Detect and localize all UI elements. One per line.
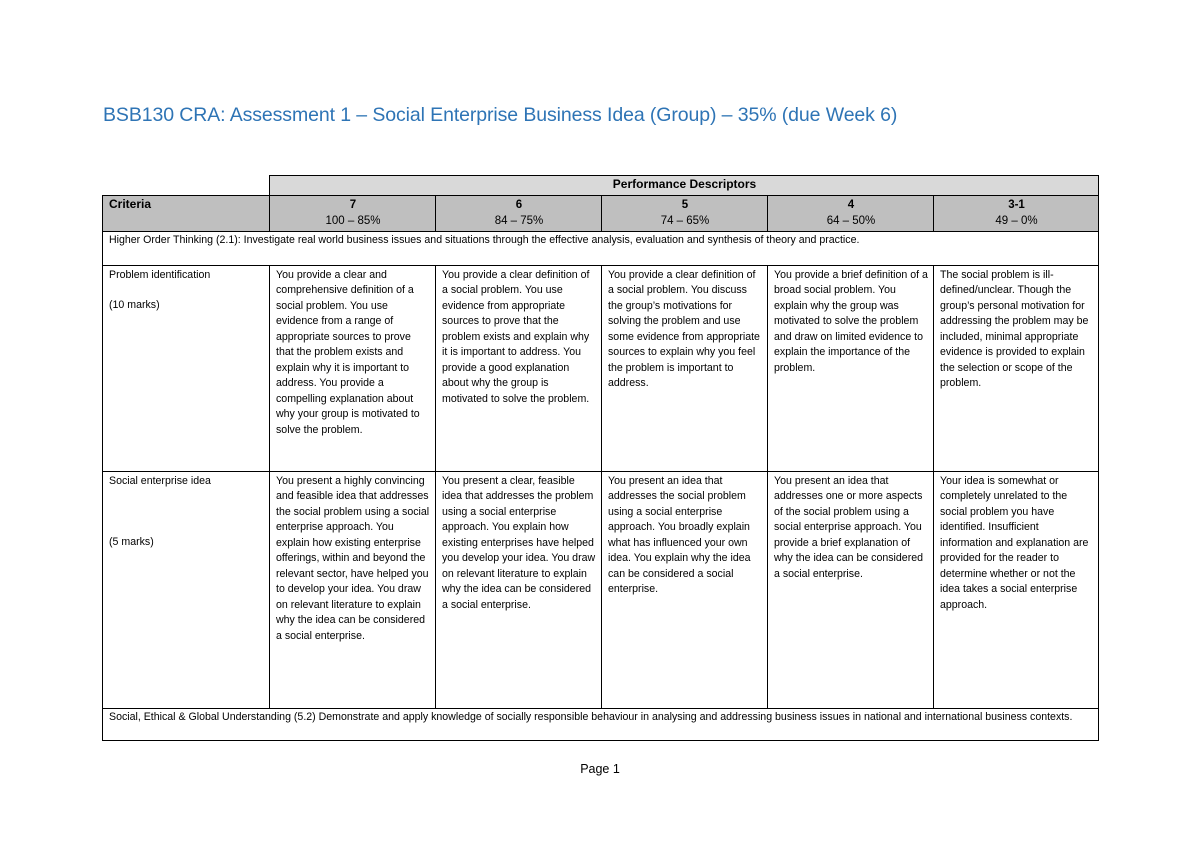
grade-level: 6 (515, 198, 523, 211)
grade-range: 74 – 65% (660, 214, 710, 227)
section-row-social-ethical-global (103, 708, 1099, 740)
criterion-marks: (5 marks) (109, 536, 154, 548)
grade-level: 5 (681, 198, 689, 211)
descriptor-cell: You provide a clear and comprehensive definition of a social problem. You use evidence from a range of appropriate sources to prove that the problem exists and explain why it is important to address. You provide a compelling explanation about why your group is motivated to solve the problem. (270, 265, 436, 471)
criterion-name: Social enterprise idea (109, 474, 211, 487)
page-title: BSB130 CRA: Assessment 1 – Social Enterprise Business Idea (Group) – 35% (due Week 6) (103, 104, 898, 126)
descriptor-cell: You present an idea that addresses the social problem using a social enterprise approach. You broadly explain what has influenced your own idea. You explain why the idea can be considered a social enterprise. (602, 471, 768, 708)
blank-corner-cell (103, 176, 270, 196)
criterion-marks: (10 marks) (109, 299, 160, 311)
descriptor-cell: You present an idea that addresses one or more aspects of the social problem using a social enterprise approach. You provide a brief explanation of why the idea can be considered a social enterprise. (768, 471, 934, 708)
rubric-table (102, 175, 1099, 741)
descriptor-cell: You provide a brief definition of a broad social problem. You explain why the group was motivated to solve the problem and draw on limited evidence to explain the importance of the problem. (768, 265, 934, 471)
grade-header-4 (768, 195, 934, 231)
descriptor-cell: You provide a clear definition of a social problem. You discuss the group’s motivations for solving the problem and use some evidence from appropriate sources to explain why you feel the problem is important to address. (602, 265, 768, 471)
grade-header-3-1 (934, 195, 1099, 231)
grade-level: 4 (847, 198, 855, 211)
criterion-cell (103, 471, 270, 708)
grade-header-7 (270, 195, 436, 231)
criteria-header: Criteria (103, 195, 270, 231)
grade-range: 84 – 75% (494, 214, 544, 227)
criterion-row-social-enterprise-idea (103, 471, 1099, 708)
criterion-cell (103, 265, 270, 471)
page-number: Page 1 (580, 762, 620, 776)
section-text: Higher Order Thinking (2.1): Investigate real world business issues and situations through the effective analysis, evaluation and synthesis of theory and practice. (103, 231, 1099, 265)
grade-range: 100 – 85% (325, 214, 381, 227)
descriptor-cell: The social problem is ill-defined/unclear. Though the group’s personal motivation for addressing the problem may be included, minimal appropriate evidence is provided to explain the selection or scope of the problem. (934, 265, 1099, 471)
descriptor-cell: You present a clear, feasible idea that addresses the problem using a social enterprise approach. You explain how existing enterprises have helped you develop your idea. You draw on relevant literature to explain why the idea can be considered a social enterprise. (436, 471, 602, 708)
descriptor-cell: You provide a clear definition of a social problem. You use evidence from appropriate sources to prove that the problem exists and explain why it is important to address. You provide a good explanation about why the group is motivated to solve the problem. (436, 265, 602, 471)
section-row-higher-order-thinking (103, 231, 1099, 265)
criterion-row-problem-identification (103, 265, 1099, 471)
section-text: Social, Ethical & Global Understanding (5.2) Demonstrate and apply knowledge of socially responsible behaviour in analysing and addressing business issues in national and international business contexts. (103, 708, 1099, 740)
header-row-grades (103, 195, 1099, 231)
grade-level: 7 (349, 198, 357, 211)
criterion-name: Problem identification (109, 268, 211, 281)
grade-header-6 (436, 195, 602, 231)
grade-range: 49 – 0% (995, 214, 1038, 227)
header-row-performance (103, 176, 1099, 196)
descriptor-cell: You present a highly convincing and feasible idea that addresses the social problem using a social enterprise approach. You explain how existing enterprise offerings, within and beyond the relevant sector, have helped you to develop your idea. You draw on relevant literature to explain why the idea can be considered a social enterprise. (270, 471, 436, 708)
grade-level: 3-1 (1008, 198, 1025, 211)
descriptor-cell: Your idea is somewhat or completely unrelated to the social problem you have identified. Insufficient information and explanation are provided for the reader to determine whether or not the idea takes a social enterprise approach. (934, 471, 1099, 708)
grade-range: 64 – 50% (826, 214, 876, 227)
grade-header-5 (602, 195, 768, 231)
performance-descriptors-header: Performance Descriptors (270, 176, 1099, 196)
